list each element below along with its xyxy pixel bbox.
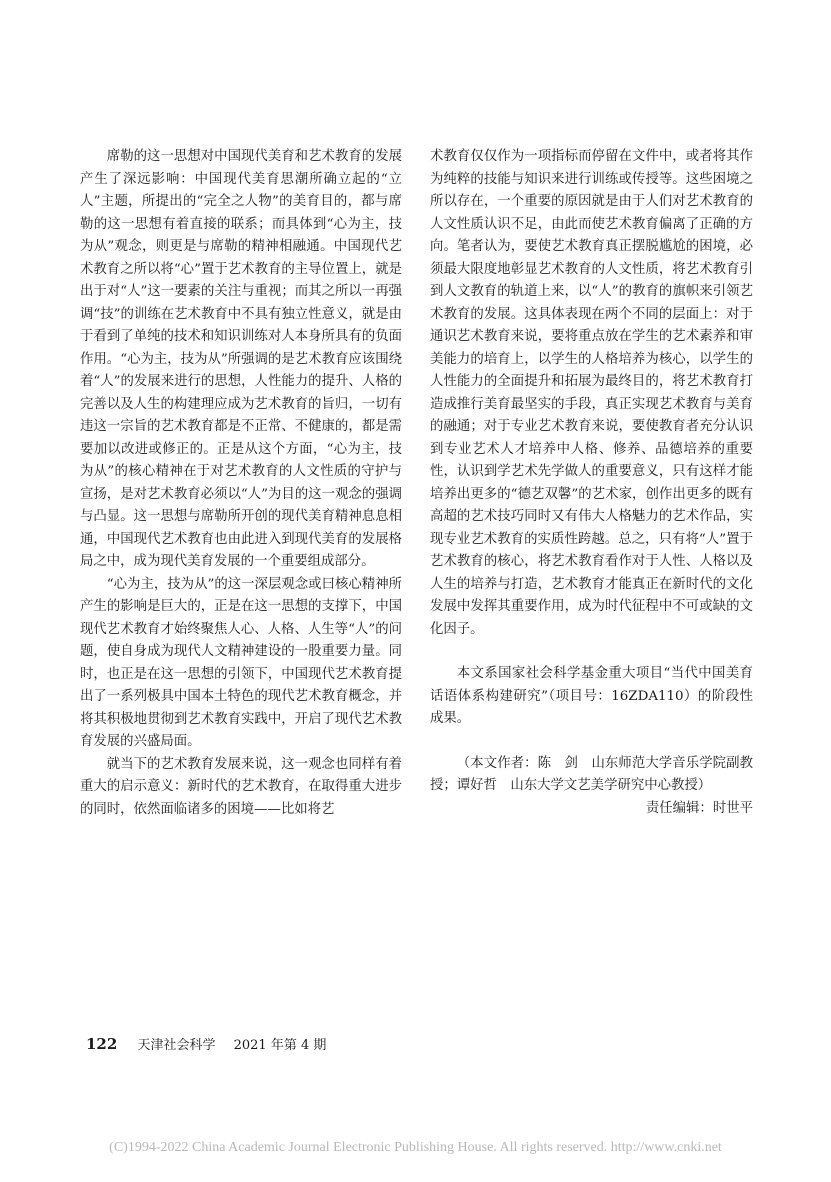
funding-note: 本文系国家社会科学基金重大项目“当代中国美育话语体系构建研究”（项目号：16ZDA110）的阶段性成果。 (430, 666, 753, 726)
journal-name: 天津社会科学 (137, 1038, 216, 1053)
body-paragraph-continuation: 术教育仅仅作为一项指标而停留在文件中，或者将其作为纯粹的技能与知识来进行训练或传授等。这些困境之所以存在，一个重要的原因就是由于人们对艺术教育的人文性质认识不足，由此而使艺术教育偏离了正确的方向。笔者认为，要使艺术教育真正摆脱尴尬的困境，必须最大限度地彰显艺术教育的人文性质，将艺术教育引到人文教育的轨道上来，以“人”的教育的旗帜来引领艺术教育的发展。这具体表现在两个不同的层面上：对于通识艺术教育来说，要将重点放在学生的艺术素养和审美能力的培育上，以学生的人格培养为核心，以学生的人性能力的全面提升和拓展为最终目的，将艺术教育打造成推行美育最坚实的手段，真正实现艺术教育与美育的融通；对于专业艺术教育来说，要使教育者充分认识到专业艺术人才培养中人格、修养、品德培养的重要性，认识到学艺术先学做人的重要意义，只有这样才能培养出更多的“德艺双馨”的艺术家，创作出更多的既有高超的艺术技巧同时又有伟大人格魅力的艺术作品，实现专业艺术教育的实质性跨越。总之，只有将“人”置于艺术教育的核心，将艺术教育看作对于人性、人格以及人生的培养与打造，艺术教育才能真正在新时代的文化发展中发挥其重要作用，成为时代征程中不可或缺的文化因子。 (430, 149, 753, 637)
left-column (80, 146, 402, 821)
body-paragraph: 席勒的这一思想对中国现代美育和艺术教育的发展产生了深远影响：中国现代美育思潮所确立起的“立人”主题，所提出的“完全之人物”的美育目的，都与席勒的这一思想有着直接的联系；而具体到“心为主，技为从”观念，则更是与席勒的精神相融通。中国现代艺术教育之所以将“心”置于艺术教育的主导位置上，就是出于对“人”这一要素的关注与重视；而其之所以一再强调“技”的训练在艺术教育中不具有独立性意义，就是由于看到了单纯的技术和知识训练对人本身所具有的负面作用。“心为主，技为从”所强调的是艺术教育应该围绕着“人”的发展来进行的思想，人性能力的提升、人格的完善以及人生的构建理应成为艺术教育的旨归，一切有违这一宗旨的艺术教育都是不正常、不健康的，都是需要加以改进或修正的。正是从这个方面，“心为主，技为从”的核心精神在于对艺术教育的人文性质的守护与宣扬，是对艺术教育必须以“人”为目的这一观念的强调与凸显。这一思想与席勒所开创的现代美育精神息息相通，中国现代艺术教育也由此进入到现代美育的发展格局之中，成为现代美育发展的一个重要组成部分。 (80, 149, 402, 569)
responsible-editor: 责任编辑：时世平 (645, 800, 753, 816)
copyright-watermark: (C)1994-2022 China Academic Journal Electronic Publishing House. All rights reserved. http://www.cnki.net (109, 1140, 722, 1155)
body-paragraph: 就当下的艺术教育发展来说，这一观念也同样有着重大的启示意义：新时代的艺术教育，在取得重大进步的同时，依然面临诸多的困境——比如将艺 (80, 756, 402, 817)
page-number: 122 (86, 1035, 118, 1053)
journal-issue: 2021 年第 4 期 (233, 1038, 327, 1053)
author-info: （本文作者：陈 剑 山东师范大学音乐学院副教授；谭好哲 山东大学文艺美学研究中心教授） (430, 755, 753, 793)
body-paragraph: “心为主，技为从”的这一深层观念或曰核心精神所产生的影响是巨大的，正是在这一思想的支撑下，中国现代艺术教育才始终聚焦人心、人格、人生等“人”的问题，使自身成为现代人文精神建设的一股重要力量。同时，也正是在这一思想的引领下，中国现代艺术教育提出了一系列极具中国本土特色的现代艺术教育概念，并将其积极地贯彻到艺术教育实践中，开启了现代艺术教育发展的兴盛局面。 (80, 576, 402, 749)
page-footer (86, 1034, 326, 1053)
right-column (430, 146, 753, 820)
